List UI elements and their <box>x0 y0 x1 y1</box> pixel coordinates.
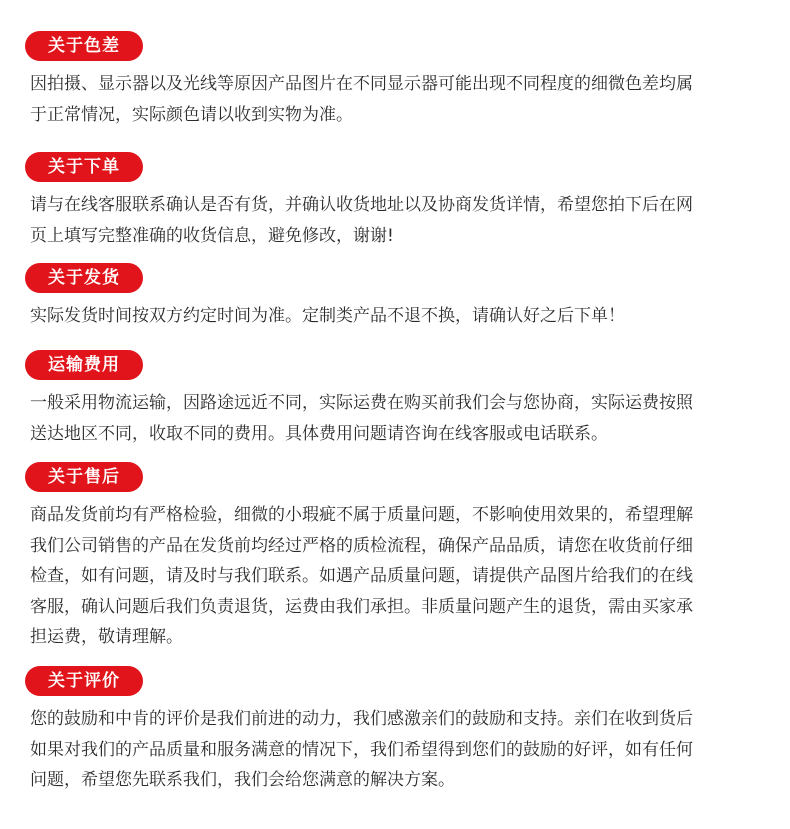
section-heading: 运输费用 <box>25 350 143 380</box>
section-body: 一般采用物流运输，因路途远近不同，实际运费在购买前我们会与您协商，实际运费按照 送达地区不同，收取不同的费用。具体费用问题请咨询在线客服或电话联系。 <box>30 393 693 444</box>
section-heading: 关于发货 <box>25 263 143 293</box>
section-body: 实际发货时间按双方约定时间为准。定制类产品不退不换，请确认好之后下单！ <box>30 306 625 326</box>
section-heading: 关于下单 <box>25 152 143 182</box>
section-body: 您的鼓励和中肯的评价是我们前进的动力，我们感激亲们的鼓励和支持。亲们在收到货后 如果对我们的产品质量和服务满意的情况下，我们希望得到您们的鼓励的好评，如有任何 问题，希望您先联系我们，我们会给您满意的解决方案。 <box>30 709 693 790</box>
section-heading: 关于售后 <box>25 462 143 492</box>
section-body: 商品发货前均有严格检验，细微的小瑕疵不属于质量问题，不影响使用效果的，希望理解 我们公司销售的产品在发货前均经过严格的质检流程，确保产品品质，请您在收货前仔细 检查，如有问题，请及时与我们联系。如遇产品质量问题，请提供产品图片给我们的在线 客服，确认问题后我们负责退货，运费由我们承担。非质量问题产生的退货，需由买家承 担运费，敬请理解。 <box>30 505 693 647</box>
section-heading: 关于色差 <box>25 31 143 61</box>
section-body: 因拍摄、显示器以及光线等原因产品图片在不同显示器可能出现不同程度的细微色差均属 于正常情况，实际颜色请以收到实物为准。 <box>30 74 693 125</box>
section-body: 请与在线客服联系确认是否有货，并确认收货地址以及协商发货详情，希望您拍下后在网 页上填写完整准确的收货信息，避免修改，谢谢! <box>30 195 693 246</box>
section-heading: 关于评价 <box>25 666 143 696</box>
